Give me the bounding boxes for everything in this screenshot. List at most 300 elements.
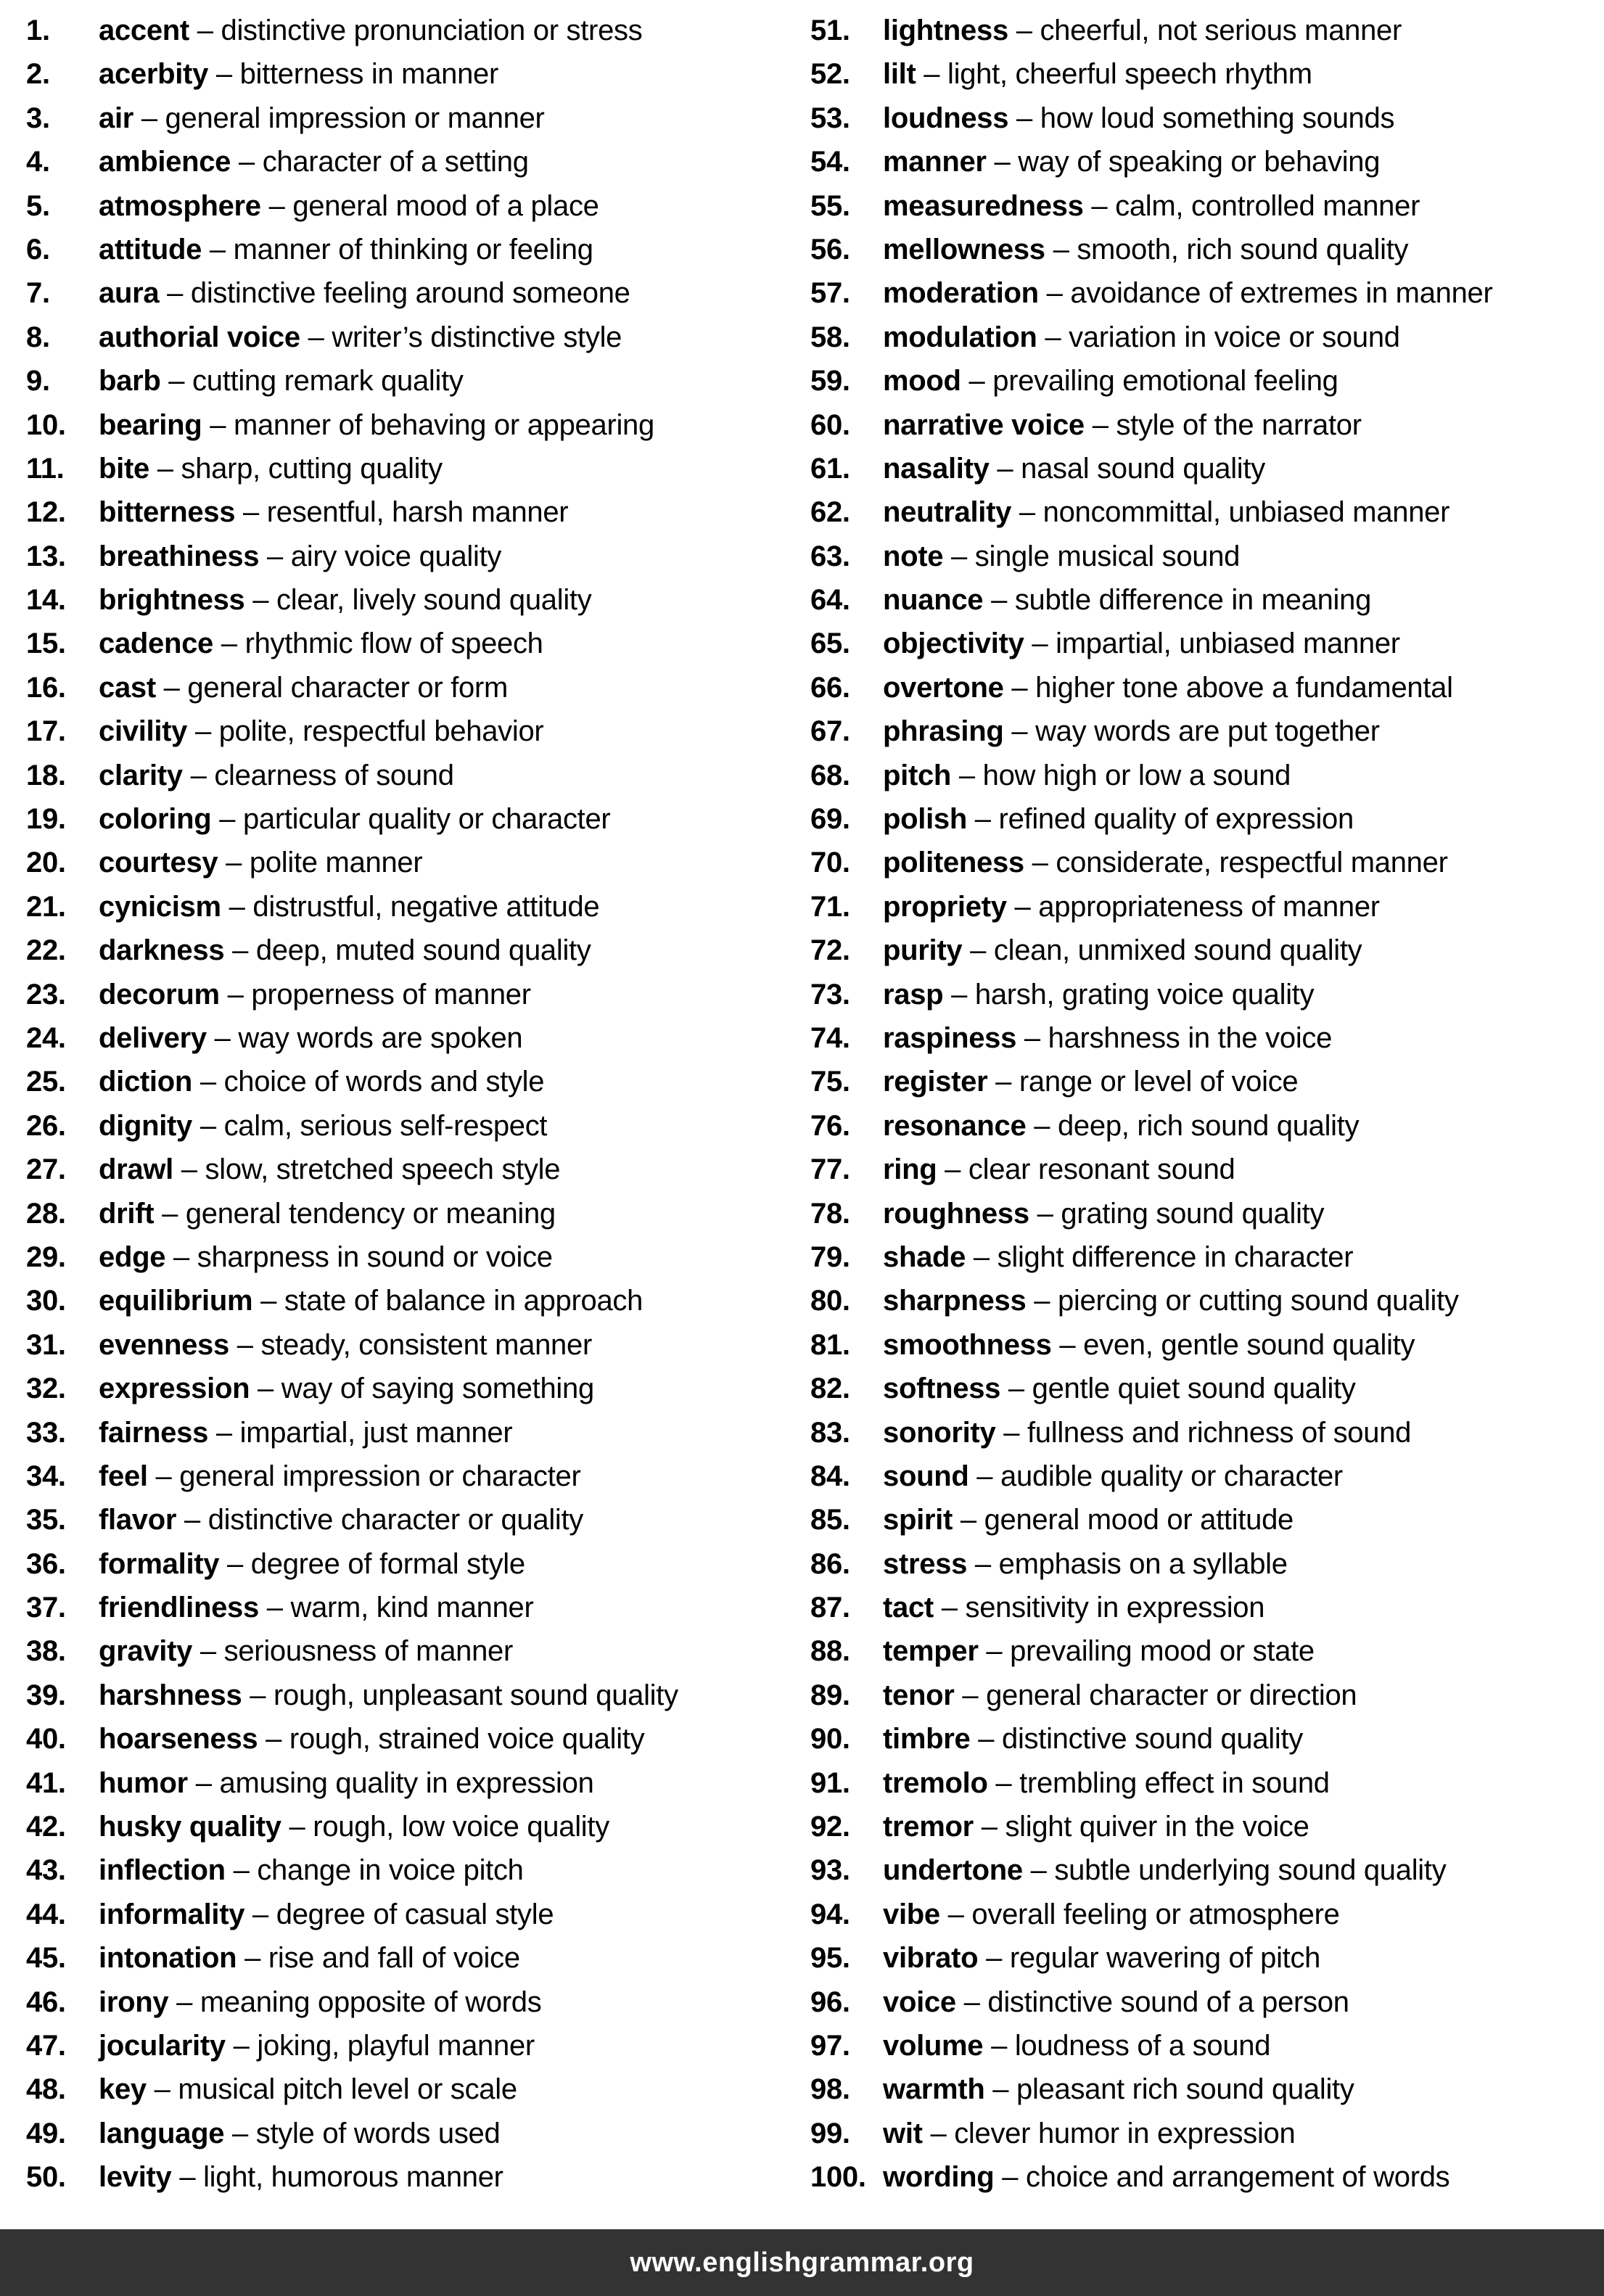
- item-number: 49.: [26, 2117, 66, 2149]
- item-number: 90.: [810, 1723, 850, 1756]
- item-definition: – regular wavering of pitch: [978, 1942, 1321, 1975]
- item-text: [883, 622, 1400, 665]
- item-text: [99, 1936, 520, 1980]
- item-definition: – subtle underlying sound quality: [1022, 1854, 1447, 1887]
- item-definition: – how high or low a sound: [951, 759, 1291, 791]
- item-number: 75.: [810, 1066, 850, 1098]
- item-term: clarity: [99, 759, 183, 791]
- item-number: 100.: [810, 2161, 866, 2194]
- item-term: nasality: [883, 452, 990, 485]
- item-number: 31.: [26, 1328, 66, 1361]
- item-number: 17.: [26, 715, 66, 748]
- item-definition: – slight difference in character: [966, 1240, 1354, 1273]
- list-item: [26, 841, 802, 884]
- item-number: 79.: [810, 1240, 850, 1273]
- item-number: 14.: [26, 584, 66, 617]
- item-text: [883, 2155, 1449, 2199]
- list-item: [26, 359, 802, 403]
- list-item: [26, 578, 802, 622]
- item-number: 37.: [26, 1592, 66, 1624]
- item-definition: – general mood or attitude: [953, 1504, 1294, 1536]
- item-text: [883, 578, 1371, 622]
- list-item: [26, 535, 802, 578]
- item-definition: – rise and fall of voice: [237, 1942, 520, 1975]
- list-item: [810, 666, 1603, 709]
- list-item: [26, 1980, 802, 2024]
- item-term: levity: [99, 2161, 172, 2194]
- item-text: [883, 447, 1265, 490]
- item-term: fairness: [99, 1416, 209, 1449]
- item-definition: – clearness of sound: [182, 759, 454, 791]
- item-term: temper: [883, 1635, 979, 1668]
- list-item: [810, 1848, 1603, 1892]
- list-item: [26, 2112, 802, 2155]
- item-definition: – change in voice pitch: [225, 1854, 524, 1887]
- list-item: [810, 2112, 1603, 2155]
- item-number: 74.: [810, 1021, 850, 1054]
- list-item: [26, 316, 802, 359]
- item-term: key: [99, 2073, 147, 2106]
- item-text: [883, 1411, 1411, 1454]
- item-term: diction: [99, 1066, 192, 1098]
- item-text: [883, 271, 1493, 315]
- list-item: [26, 1674, 802, 1717]
- item-term: aura: [99, 277, 160, 310]
- item-text: [99, 52, 498, 96]
- list-item: [26, 1060, 802, 1103]
- item-term: language: [99, 2117, 225, 2149]
- item-number: 20.: [26, 847, 66, 879]
- item-definition: – clear, lively sound quality: [244, 584, 592, 617]
- item-term: measuredness: [883, 189, 1084, 222]
- item-text: [883, 1586, 1264, 1629]
- item-term: nuance: [883, 584, 984, 617]
- item-number: 26.: [26, 1109, 66, 1142]
- list-item: [810, 403, 1603, 447]
- list-item: [26, 1016, 802, 1060]
- item-text: [883, 885, 1380, 929]
- item-term: register: [883, 1066, 988, 1098]
- item-text: [883, 1148, 1235, 1191]
- item-term: timbre: [883, 1723, 971, 1756]
- item-text: [883, 535, 1240, 578]
- item-number: 42.: [26, 1811, 66, 1843]
- item-definition: – grating sound quality: [1029, 1197, 1325, 1230]
- item-term: objectivity: [883, 628, 1024, 660]
- item-number: 94.: [810, 1898, 850, 1930]
- item-term: edge: [99, 1240, 166, 1273]
- item-text: [99, 2155, 503, 2199]
- item-definition: – choice and arrangement of words: [994, 2161, 1450, 2194]
- list-item: [26, 973, 802, 1016]
- item-term: vibrato: [883, 1942, 979, 1975]
- column-left: [0, 9, 802, 2200]
- item-term: raspiness: [883, 1021, 1017, 1054]
- item-number: 52.: [810, 58, 850, 91]
- item-term: ring: [883, 1153, 937, 1186]
- item-term: brightness: [99, 584, 245, 617]
- item-number: 54.: [810, 146, 850, 178]
- item-definition: – calm, controlled manner: [1083, 189, 1420, 222]
- item-text: [883, 1323, 1415, 1367]
- item-number: 55.: [810, 189, 850, 222]
- item-number: 3.: [26, 102, 50, 134]
- item-text: [99, 140, 529, 184]
- item-text: [99, 1192, 556, 1235]
- item-term: inflection: [99, 1854, 226, 1887]
- item-number: 89.: [810, 1679, 850, 1711]
- item-term: authorial voice: [99, 321, 300, 353]
- item-definition: – harshness in the voice: [1016, 1021, 1333, 1054]
- item-text: [883, 2112, 1295, 2155]
- item-text: [883, 184, 1420, 228]
- list-item: [810, 490, 1603, 534]
- item-term: intonation: [99, 1942, 237, 1975]
- item-number: 57.: [810, 277, 850, 310]
- item-text: [883, 490, 1449, 534]
- item-term: harshness: [99, 1679, 242, 1711]
- item-text: [99, 316, 622, 359]
- item-text: [99, 1279, 643, 1322]
- item-definition: – general impression or character: [147, 1460, 581, 1492]
- item-definition: – single musical sound: [943, 540, 1241, 572]
- item-text: [883, 841, 1448, 884]
- item-number: 35.: [26, 1504, 66, 1536]
- item-definition: – rough, strained voice quality: [258, 1723, 645, 1756]
- item-term: husky quality: [99, 1811, 281, 1843]
- item-term: coloring: [99, 803, 212, 836]
- list-item: [26, 96, 802, 140]
- item-term: propriety: [883, 890, 1007, 923]
- item-number: 21.: [26, 890, 66, 923]
- list-item: [810, 2024, 1603, 2067]
- list-item: [810, 1279, 1603, 1322]
- item-text: [99, 535, 501, 578]
- list-item: [26, 1586, 802, 1629]
- item-term: smoothness: [883, 1328, 1052, 1361]
- item-number: 61.: [810, 452, 850, 485]
- item-number: 51.: [810, 15, 850, 46]
- item-definition: – trembling effect in sound: [987, 1766, 1330, 1799]
- item-text: [883, 1367, 1356, 1410]
- item-definition: – way of speaking or behaving: [986, 146, 1381, 178]
- list-item: [810, 1629, 1603, 1673]
- item-definition: – particular quality or character: [211, 803, 611, 836]
- item-term: hoarseness: [99, 1723, 258, 1756]
- item-number: 78.: [810, 1197, 850, 1230]
- item-term: accent: [99, 15, 189, 46]
- item-definition: – refined quality of expression: [966, 803, 1354, 836]
- item-definition: – calm, serious self-respect: [192, 1109, 548, 1142]
- item-number: 82.: [810, 1373, 850, 1405]
- item-definition: – state of balance in approach: [252, 1285, 643, 1317]
- list-item: [810, 973, 1603, 1016]
- item-definition: – audible quality or character: [968, 1460, 1343, 1492]
- list-item: [26, 2155, 802, 2199]
- item-term: dignity: [99, 1109, 192, 1142]
- item-definition: – musical pitch level or scale: [146, 2073, 517, 2106]
- item-definition: – deep, rich sound quality: [1026, 1109, 1360, 1142]
- item-definition: – higher tone above a fundamental: [1003, 671, 1453, 704]
- item-term: humor: [99, 1766, 188, 1799]
- list-item: [810, 754, 1603, 797]
- item-text: [99, 885, 599, 929]
- item-term: mellowness: [883, 233, 1045, 266]
- item-number: 73.: [810, 978, 850, 1011]
- item-number: 86.: [810, 1547, 850, 1580]
- list-item: [26, 754, 802, 797]
- list-item: [810, 1805, 1603, 1848]
- list-item: [26, 140, 802, 184]
- list-item: [26, 1367, 802, 1410]
- list-item: [26, 666, 802, 709]
- item-definition: – general character or form: [155, 671, 509, 704]
- item-term: cynicism: [99, 890, 221, 923]
- item-definition: – character of a setting: [231, 146, 529, 178]
- item-definition: – considerate, respectful manner: [1024, 847, 1448, 879]
- item-definition: – rough, low voice quality: [281, 1811, 609, 1843]
- list-item: [810, 1498, 1603, 1542]
- item-term: breathiness: [99, 540, 260, 572]
- list-item: [26, 1279, 802, 1322]
- list-item: [26, 2067, 802, 2111]
- item-text: [883, 929, 1362, 972]
- list-item: [810, 1235, 1603, 1279]
- list-item: [810, 1980, 1603, 2024]
- item-term: pitch: [883, 759, 952, 791]
- item-term: expression: [99, 1373, 250, 1405]
- list-item: [26, 271, 802, 315]
- item-text: [883, 709, 1380, 753]
- item-definition: – appropriateness of manner: [1006, 890, 1380, 923]
- item-number: 32.: [26, 1373, 66, 1405]
- item-definition: – properness of manner: [219, 978, 531, 1011]
- item-text: [883, 1235, 1353, 1279]
- item-definition: – seriousness of manner: [192, 1635, 513, 1668]
- item-text: [883, 1104, 1359, 1148]
- item-number: 7.: [26, 277, 50, 310]
- item-definition: – amusing quality in expression: [187, 1766, 594, 1799]
- item-number: 22.: [26, 934, 66, 967]
- item-number: 41.: [26, 1766, 66, 1799]
- list-item: [26, 1805, 802, 1848]
- item-term: equilibrium: [99, 1285, 253, 1317]
- item-text: [99, 1148, 560, 1191]
- item-number: 44.: [26, 1898, 66, 1930]
- list-item: [810, 1060, 1603, 1103]
- item-term: feel: [99, 1460, 148, 1492]
- list-item: [810, 1893, 1603, 1936]
- item-number: 92.: [810, 1811, 850, 1843]
- list-item: [810, 447, 1603, 490]
- item-definition: – light, humorous manner: [171, 2161, 503, 2194]
- item-definition: – gentle quiet sound quality: [1000, 1373, 1356, 1405]
- item-definition: – nasal sound quality: [989, 452, 1265, 485]
- item-text: [883, 1192, 1324, 1235]
- item-number: 77.: [810, 1153, 850, 1186]
- item-term: softness: [883, 1373, 1001, 1405]
- item-term: wording: [883, 2161, 995, 2194]
- item-number: 93.: [810, 1854, 850, 1887]
- item-definition: – emphasis on a syllable: [967, 1547, 1288, 1580]
- item-text: [99, 709, 543, 753]
- list-item: [810, 1323, 1603, 1367]
- item-definition: – impartial, unbiased manner: [1024, 628, 1400, 660]
- item-number: 71.: [810, 890, 850, 923]
- item-text: [883, 797, 1354, 841]
- item-term: lightness: [883, 15, 1008, 46]
- item-term: flavor: [99, 1504, 177, 1536]
- list-item: [810, 2155, 1603, 2199]
- list-item: [26, 622, 802, 665]
- item-number: 10.: [26, 408, 66, 441]
- item-text: [99, 666, 508, 709]
- item-number: 16.: [26, 671, 66, 704]
- item-number: 33.: [26, 1416, 66, 1449]
- item-definition: – deep, muted sound quality: [224, 934, 591, 967]
- item-term: irony: [99, 1986, 169, 2018]
- item-term: tremor: [883, 1811, 974, 1843]
- item-definition: – piercing or cutting sound quality: [1026, 1285, 1459, 1317]
- item-definition: – range or level of voice: [987, 1066, 1299, 1098]
- item-definition: – distinctive sound of a person: [955, 1986, 1349, 2018]
- item-term: attitude: [99, 233, 202, 266]
- item-text: [883, 140, 1380, 184]
- item-number: 24.: [26, 1021, 66, 1054]
- item-term: volume: [883, 2029, 984, 2062]
- item-definition: – rhythmic flow of speech: [213, 628, 543, 660]
- item-definition: – impartial, just manner: [208, 1416, 513, 1449]
- item-text: [99, 1454, 581, 1498]
- item-term: atmosphere: [99, 189, 261, 222]
- list-item: [26, 490, 802, 534]
- item-number: 38.: [26, 1635, 66, 1668]
- item-term: tact: [883, 1592, 934, 1624]
- footer: [0, 2229, 1604, 2296]
- item-number: 28.: [26, 1197, 66, 1230]
- item-definition: – light, cheerful speech rhythm: [916, 58, 1312, 91]
- item-text: [883, 403, 1362, 447]
- item-definition: – pleasant rich sound quality: [984, 2073, 1354, 2106]
- list-item: [26, 1323, 802, 1367]
- item-number: 59.: [810, 365, 850, 398]
- item-number: 39.: [26, 1679, 66, 1711]
- item-definition: – style of the narrator: [1084, 408, 1362, 441]
- list-item: [26, 1454, 802, 1498]
- footer-url[interactable]: www.englishgrammar.org: [630, 2247, 974, 2278]
- list-item: [26, 9, 802, 52]
- list-item: [810, 2067, 1603, 2111]
- item-text: [99, 1893, 554, 1936]
- item-definition: – style of words used: [224, 2117, 501, 2149]
- item-text: [99, 184, 599, 228]
- item-definition: – slight quiver in the voice: [973, 1811, 1309, 1843]
- list-item: [810, 1542, 1603, 1586]
- item-text: [99, 96, 545, 140]
- list-item: [810, 797, 1603, 841]
- item-number: 99.: [810, 2117, 850, 2149]
- list-item: [810, 9, 1603, 52]
- item-term: sharpness: [883, 1285, 1027, 1317]
- item-definition: – harsh, grating voice quality: [943, 978, 1315, 1011]
- item-term: gravity: [99, 1635, 193, 1668]
- item-term: cadence: [99, 628, 213, 660]
- list-item: [810, 1936, 1603, 1980]
- item-definition: – general tendency or meaning: [154, 1197, 556, 1230]
- list-item: [810, 1761, 1603, 1805]
- item-text: [883, 1717, 1303, 1761]
- list-item: [26, 1629, 802, 1673]
- item-text: [883, 1454, 1343, 1498]
- list-item: [26, 1104, 802, 1148]
- item-number: 4.: [26, 146, 50, 178]
- item-text: [99, 2024, 535, 2067]
- list-item: [810, 929, 1603, 972]
- list-item: [810, 184, 1603, 228]
- item-number: 1.: [26, 15, 50, 46]
- item-definition: – degree of formal style: [219, 1547, 525, 1580]
- list-item: [26, 447, 802, 490]
- list-item: [26, 2024, 802, 2067]
- item-definition: – way words are put together: [1003, 715, 1380, 748]
- item-text: [99, 1016, 522, 1060]
- item-number: 80.: [810, 1285, 850, 1317]
- item-number: 19.: [26, 803, 66, 836]
- item-definition: – distrustful, negative attitude: [221, 890, 600, 923]
- item-number: 15.: [26, 628, 66, 660]
- item-text: [99, 447, 443, 490]
- item-definition: – variation in voice or sound: [1037, 321, 1400, 353]
- item-number: 96.: [810, 1986, 850, 2018]
- item-text: [883, 359, 1338, 403]
- item-text: [99, 1848, 524, 1892]
- item-definition: – bitterness in manner: [208, 58, 499, 91]
- list-item: [810, 1674, 1603, 1717]
- item-term: wit: [883, 2117, 923, 2149]
- item-term: friendliness: [99, 1592, 259, 1624]
- item-term: spirit: [883, 1504, 953, 1536]
- item-definition: – sharpness in sound or voice: [165, 1240, 553, 1273]
- item-number: 36.: [26, 1547, 66, 1580]
- item-number: 48.: [26, 2073, 66, 2106]
- item-term: informality: [99, 1898, 245, 1930]
- item-text: [99, 1104, 547, 1148]
- item-text: [99, 359, 464, 403]
- list-item: [810, 1104, 1603, 1148]
- item-number: 67.: [810, 715, 850, 748]
- list-item: [810, 622, 1603, 665]
- item-number: 2.: [26, 58, 50, 91]
- item-definition: – distinctive sound quality: [970, 1723, 1303, 1756]
- item-text: [99, 754, 454, 797]
- item-term: neutrality: [883, 496, 1012, 529]
- item-text: [99, 1323, 592, 1367]
- item-number: 84.: [810, 1460, 850, 1492]
- item-text: [99, 1805, 609, 1848]
- item-definition: – clean, unmixed sound quality: [962, 934, 1362, 967]
- item-definition: – smooth, rich sound quality: [1045, 233, 1409, 266]
- item-number: 64.: [810, 584, 850, 617]
- item-term: politeness: [883, 847, 1024, 879]
- item-text: [99, 973, 531, 1016]
- item-number: 27.: [26, 1153, 66, 1186]
- item-term: mood: [883, 365, 961, 398]
- item-text: [883, 666, 1453, 709]
- item-text: [883, 96, 1394, 140]
- item-number: 69.: [810, 803, 850, 836]
- item-text: [99, 271, 630, 315]
- item-number: 5.: [26, 189, 50, 222]
